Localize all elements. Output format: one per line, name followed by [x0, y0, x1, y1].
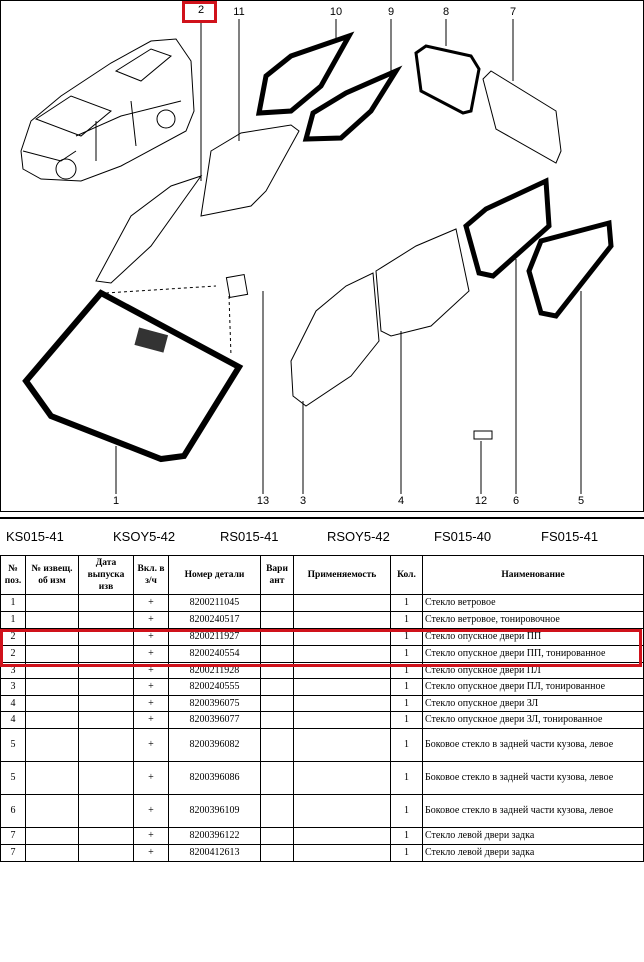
table-row: 5 + 8200396086 1 Боковое стекло в задней части кузова, левое	[1, 762, 644, 795]
callout-9: 9	[387, 6, 395, 18]
col-header-included: Вкл. в з/ч	[134, 556, 169, 595]
callout-3: 3	[299, 495, 307, 507]
table-row: 5 + 8200396082 1 Боковое стекло в задней части кузова, левое	[1, 729, 644, 762]
table-row: 4 + 8200396075 1 Стекло опускное двери ЗЛ	[1, 696, 644, 712]
col-header-date: Дата выпуска изв	[79, 556, 134, 595]
table-row: 3 + 8200211928 1 Стекло опускное двери ПЛ	[1, 663, 644, 679]
col-header-variant: Вари ант	[261, 556, 294, 595]
table-row: 1 + 8200240517 1 Стекло ветровое, тонировочное	[1, 612, 644, 629]
table-row: 6 + 8200396109 1 Боковое стекло в задней части кузова, левое	[1, 795, 644, 828]
table-row: 7 + 8200412613 1 Стекло левой двери задка	[1, 845, 644, 862]
variant-code: RS015-41	[220, 529, 279, 544]
callout-13: 13	[256, 495, 270, 507]
callout-1: 1	[112, 495, 120, 507]
callout-2-highlight	[182, 1, 217, 23]
table-row: 2 + 8200240554 1 Стекло опускное двери ПП, тонированное	[1, 646, 644, 663]
callout-7: 7	[509, 6, 517, 18]
variant-code: KS015-41	[6, 529, 64, 544]
callout-4: 4	[397, 495, 405, 507]
variant-code: FS015-40	[434, 529, 492, 544]
table-row: 4 + 8200396077 1 Стекло опускное двери ЗЛ, тонированное	[1, 712, 644, 729]
callout-8: 8	[442, 6, 450, 18]
table-row: 1 + 8200211045 1 Стекло ветровое	[1, 595, 644, 612]
callout-6: 6	[512, 495, 520, 507]
variant-codes-bar	[0, 517, 644, 555]
callout-10: 10	[329, 6, 343, 18]
col-header-position: № поз.	[1, 556, 26, 595]
table-row: 2 + 8200211927 1 Стекло опускное двери ПП	[1, 629, 644, 646]
parts-table	[0, 555, 644, 862]
col-header-quantity: Кол.	[391, 556, 423, 595]
callout-11: 11	[233, 6, 245, 18]
callout-2: 2	[197, 4, 205, 16]
car-illustration	[21, 39, 194, 181]
col-header-applicability: Применяемость	[294, 556, 391, 595]
col-header-part-number: Номер детали	[169, 556, 261, 595]
table-row: 7 + 8200396122 1 Стекло левой двери задка	[1, 828, 644, 845]
table-header-row	[1, 556, 644, 595]
callout-5: 5	[577, 495, 585, 507]
glass-parts-drawing	[1, 1, 644, 513]
table-row: 3 + 8200240555 1 Стекло опускное двери ПЛ, тонированное	[1, 679, 644, 696]
variant-code: FS015-41	[541, 529, 599, 544]
variant-code: RSOY5-42	[327, 529, 390, 544]
variant-code: KSOY5-42	[113, 529, 176, 544]
col-header-name: Наименование	[423, 556, 644, 595]
rows-highlight	[0, 629, 642, 667]
callout-12: 12	[474, 495, 488, 507]
col-header-notice: № извещ. об изм	[26, 556, 79, 595]
